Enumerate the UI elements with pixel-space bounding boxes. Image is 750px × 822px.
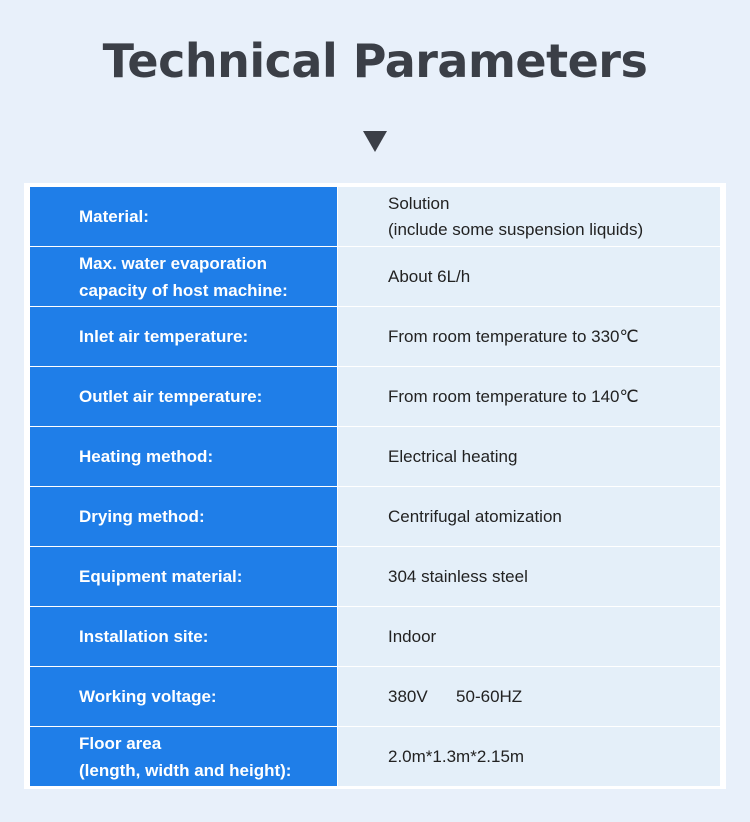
parameter-label: Max. water evaporation capacity of host machine: [30, 247, 337, 306]
parameter-label: Heating method: [30, 427, 337, 486]
parameter-label: Inlet air temperature: [30, 307, 337, 366]
parameter-value: Solution (include some suspension liquids) [338, 187, 720, 246]
parameter-value: Centrifugal atomization [338, 487, 720, 546]
table-row [30, 547, 720, 606]
table-row [30, 727, 720, 786]
parameters-table [30, 187, 720, 786]
parameter-label: Floor area (length, width and height): [30, 727, 337, 786]
table-row [30, 247, 720, 306]
parameter-value: Indoor [338, 607, 720, 666]
table-row [30, 307, 720, 366]
parameter-value: About 6L/h [338, 247, 720, 306]
parameter-label: Working voltage: [30, 667, 337, 726]
table-row [30, 607, 720, 666]
parameters-table-frame [24, 183, 726, 789]
table-row [30, 667, 720, 726]
parameter-label: Outlet air temperature: [30, 367, 337, 426]
triangle-down-icon [363, 131, 387, 152]
parameter-label: Material: [30, 187, 337, 246]
parameter-value: From room temperature to 330℃ [338, 307, 720, 366]
parameter-label: Installation site: [30, 607, 337, 666]
parameter-value: 304 stainless steel [338, 547, 720, 606]
parameter-value: Electrical heating [338, 427, 720, 486]
parameter-label: Drying method: [30, 487, 337, 546]
page-title: Technical Parameters [102, 34, 648, 88]
table-row [30, 487, 720, 546]
parameter-value: 2.0m*1.3m*2.15m [338, 727, 720, 786]
table-row [30, 367, 720, 426]
table-row [30, 427, 720, 486]
parameter-value: 380V 50-60HZ [338, 667, 720, 726]
table-row [30, 187, 720, 246]
parameter-label: Equipment material: [30, 547, 337, 606]
parameter-value: From room temperature to 140℃ [338, 367, 720, 426]
